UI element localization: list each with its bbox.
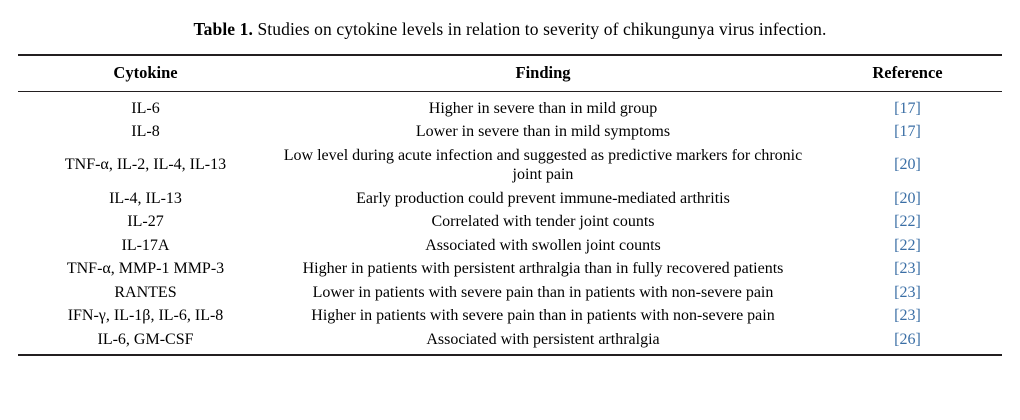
reference-link[interactable]: [22] [894,213,921,231]
reference-link[interactable]: [23] [894,283,921,301]
cell-reference [813,210,1002,234]
cell-finding: Lower in severe than in mild symptoms [415,123,671,141]
reference-link[interactable]: [17] [894,99,921,117]
cell-finding: Higher in patients with persistent arthralgia than in fully recovered patients [302,260,784,278]
reference-link[interactable]: [20] [894,156,921,174]
cell-cytokine: IL-8 [131,123,160,141]
reference-link[interactable]: [23] [894,260,921,278]
cell-finding: Correlated with tender joint counts [431,213,655,231]
cell-reference [813,281,1002,305]
cytokine-severity-table [18,54,1002,357]
cell-cytokine: IL-6, GM-CSF [18,328,273,356]
cell-reference [813,144,1002,187]
reference-link[interactable]: [17] [894,123,921,141]
cell-cytokine: IL-6 [131,99,160,117]
table-row [18,144,1002,187]
table-header-row [18,55,1002,92]
reference-link[interactable]: [22] [894,236,921,254]
cell-reference [813,91,1002,120]
cell-finding: Higher in severe than in mild group [428,99,658,117]
table-row [18,91,1002,120]
cell-cytokine: RANTES [114,283,177,301]
cell-cytokine: TNF-α, IL-2, IL-4, IL-13 [64,156,227,174]
cell-reference [813,234,1002,258]
table-caption [18,18,1002,42]
cell-reference [813,257,1002,281]
cell-finding: Higher in patients with severe pain than in patients with non-severe pain [311,307,775,325]
table-row [18,210,1002,234]
reference-link[interactable]: [20] [894,189,921,207]
column-header-finding: Finding [273,55,813,92]
table-caption-text: Studies on cytokine levels in relation to severity of chikungunya virus infection. [257,19,827,39]
table-row [18,328,1002,356]
cell-finding: Associated with persistent arthralgia [273,328,813,356]
table-row [18,281,1002,305]
cell-finding: Associated with swollen joint counts [425,236,661,254]
table-header [18,55,1002,92]
cell-finding: Lower in patients with severe pain than in patients with non-severe pain [312,283,774,301]
reference-link[interactable]: [26] [894,330,921,348]
cell-finding: Early production could prevent immune-mediated arthritis [356,189,730,207]
table-row [18,187,1002,211]
table-row [18,257,1002,281]
cell-reference [813,187,1002,211]
cell-reference [813,120,1002,144]
cell-finding: Low level during acute infection and suggested as predictive markers for chronic joint pain [283,146,803,184]
cell-cytokine: IL-17A [121,236,170,254]
table-row [18,234,1002,258]
table-row [18,304,1002,328]
cell-cytokine: IL-4, IL-13 [109,189,182,207]
cell-reference [813,304,1002,328]
reference-link[interactable]: [23] [894,307,921,325]
cell-cytokine: TNF-α, MMP-1 MMP-3 [66,260,225,278]
column-header-cytokine: Cytokine [18,55,273,92]
cell-cytokine: IL-27 [127,213,164,231]
cell-reference [813,328,1002,356]
column-header-reference: Reference [813,55,1002,92]
table-caption-label: Table 1. [193,19,253,39]
cell-cytokine: IFN-γ, IL-1β, IL-6, IL-8 [67,307,224,325]
table-row [18,120,1002,144]
table-body [18,91,1002,355]
